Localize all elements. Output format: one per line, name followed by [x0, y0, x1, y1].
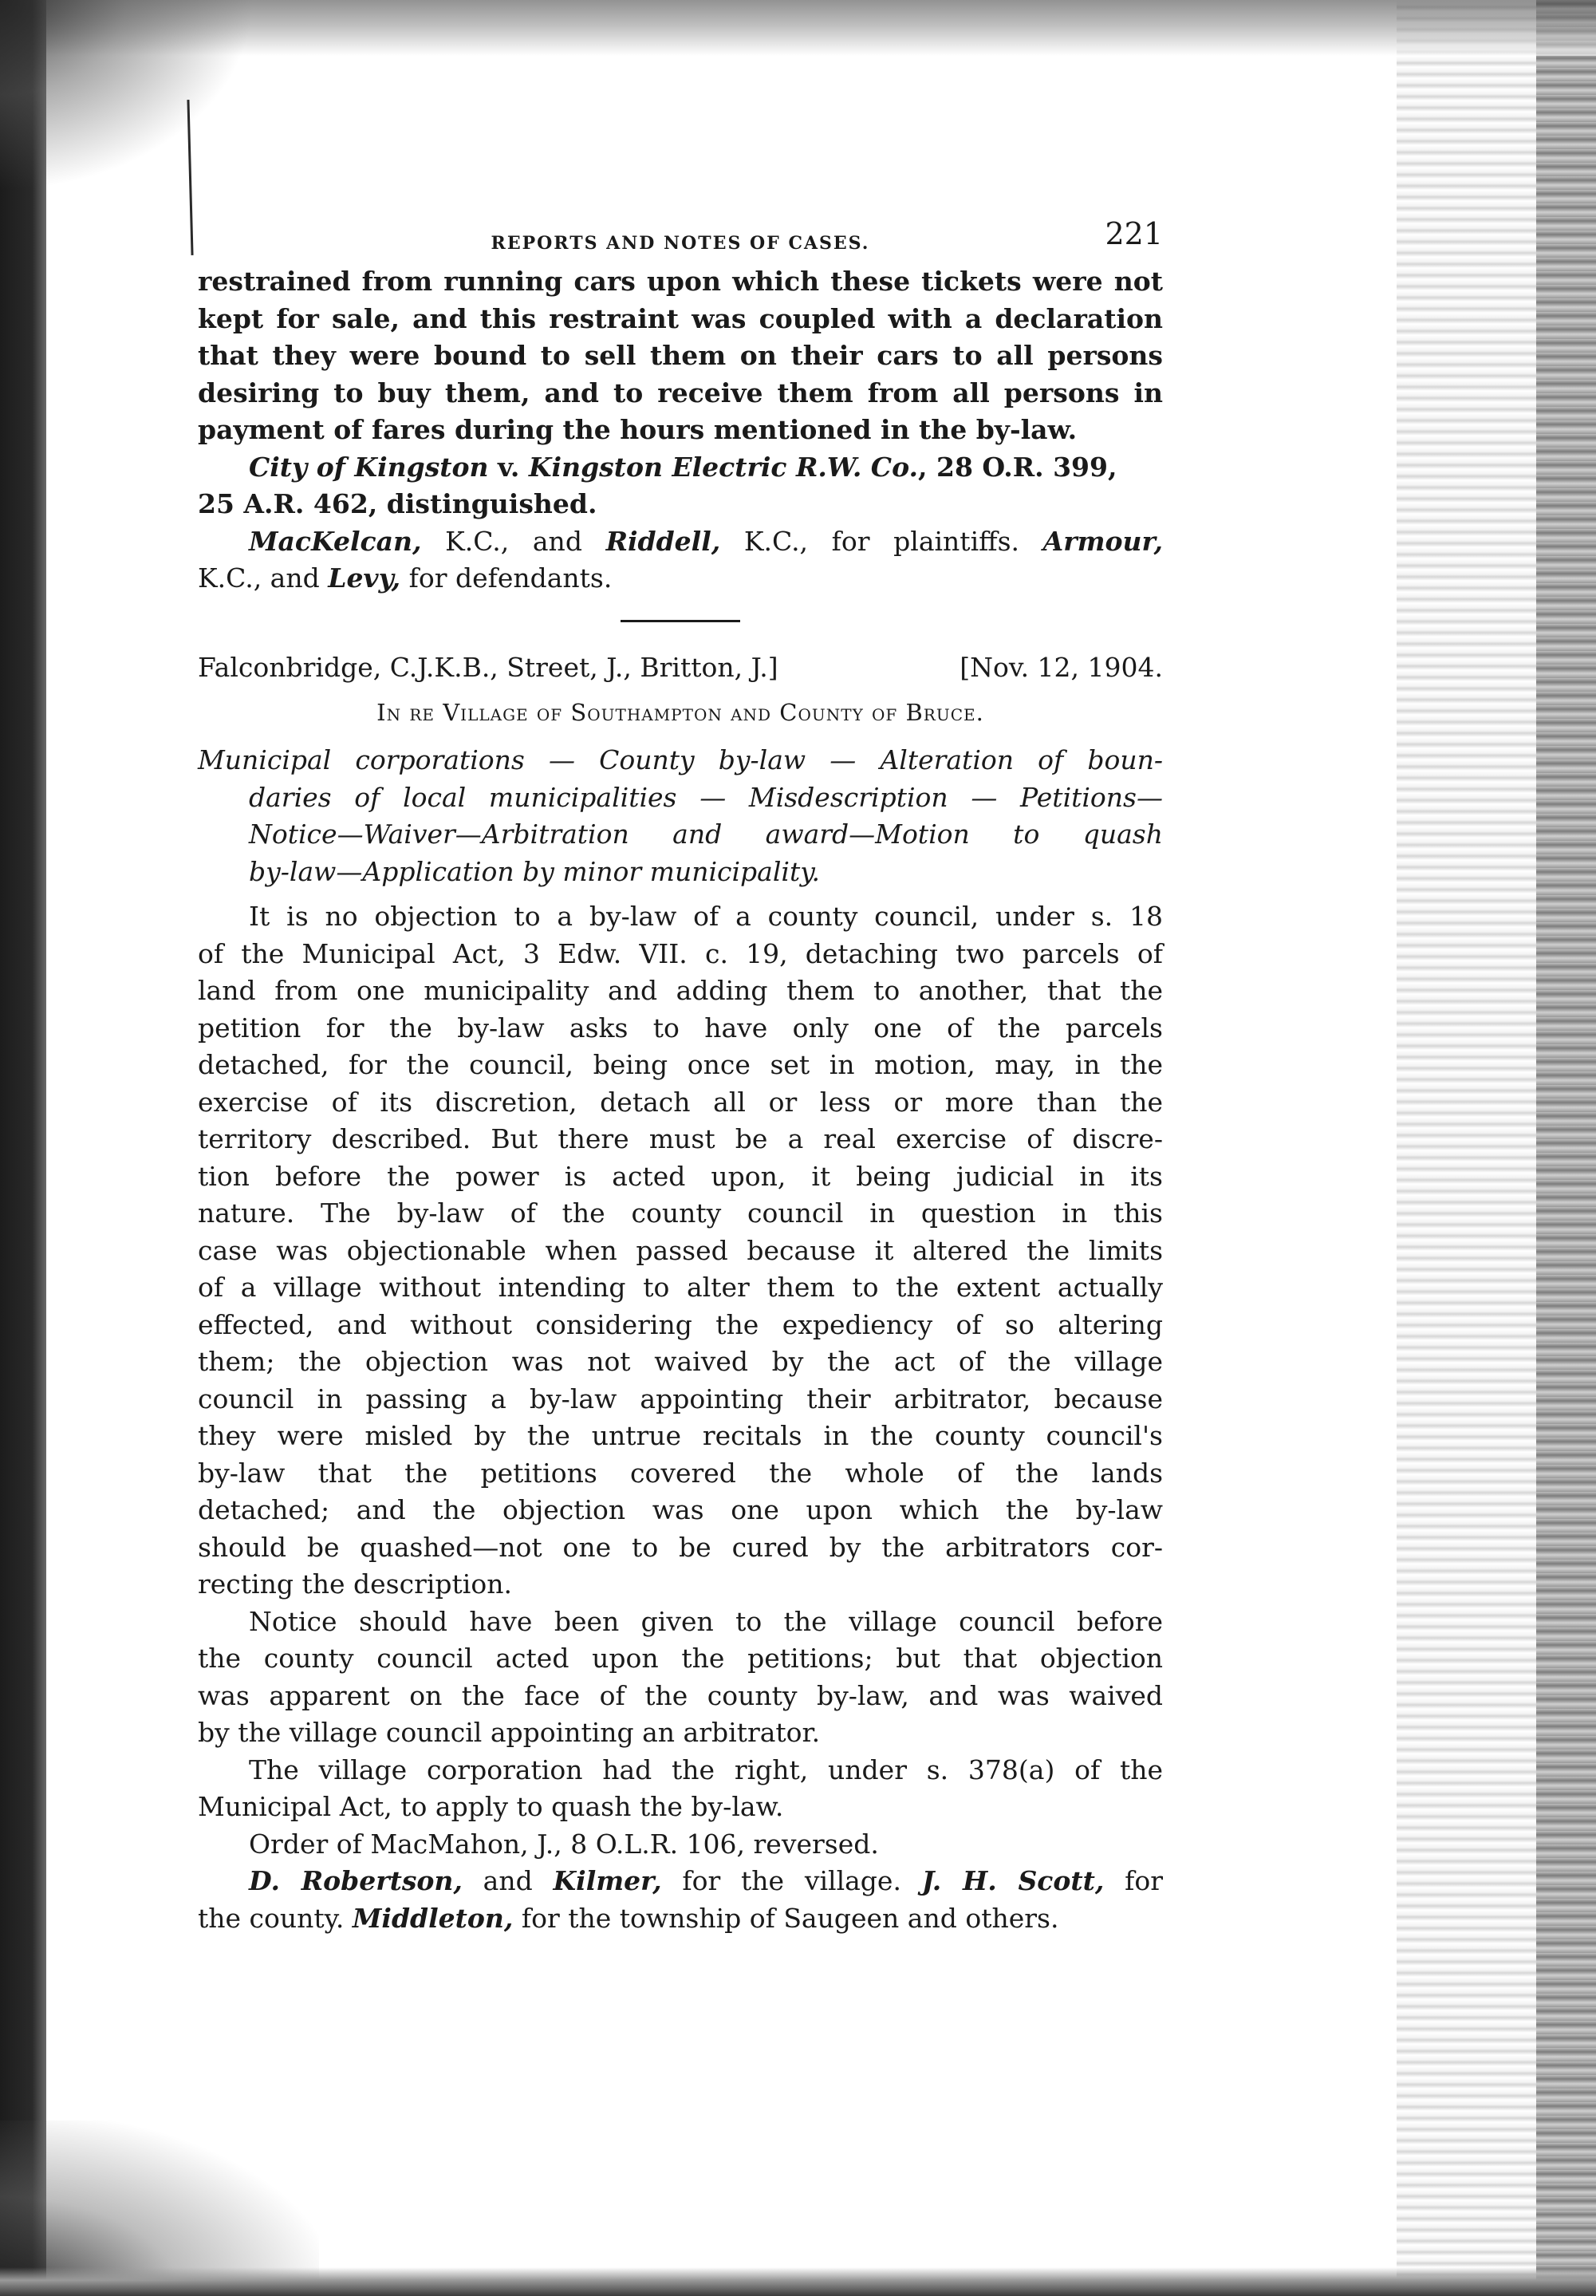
running-head — [198, 215, 1163, 263]
headnote-catchwords — [198, 742, 1163, 890]
text-line: the county council acted upon the petitions; but that objection — [198, 1643, 1163, 1674]
counsel-text: and — [462, 1865, 554, 1896]
text-line: land from one municipality and adding them to another, that the — [198, 975, 1163, 1006]
judges: Falconbridge, C.J.K.B., Street, J., Britton, J.] — [198, 651, 778, 683]
text-line: by-law—Application by minor municipality. — [249, 855, 820, 887]
headnote-paragraph-1 — [198, 898, 1163, 1604]
text-line: Municipal Act, to apply to quash the by-law. — [198, 1791, 784, 1822]
counsel-name: Middleton, — [352, 1902, 514, 1934]
text-line: was apparent on the face of the county by-law, and was waived — [198, 1679, 1163, 1711]
text-line: Notice should have been given to the village council before — [249, 1605, 1163, 1637]
text-line: nature. The by-law of the county council in question in this — [198, 1197, 1163, 1229]
counsel-line — [198, 1863, 1163, 1900]
section-divider — [621, 620, 740, 622]
counsel-name: Riddell, — [605, 525, 721, 557]
counsel-text: for the village. — [661, 1865, 922, 1896]
case-party: Kingston Electric R.W. Co. — [528, 451, 918, 483]
text-line: effected, and without considering the expediency of so altering — [198, 1308, 1163, 1340]
text-line: council in passing a by-law appointing their arbitrator, because — [198, 1383, 1163, 1414]
citation-line — [198, 449, 1163, 487]
scan-left-shadow — [0, 0, 46, 2296]
counsel-text: the county. — [198, 1902, 353, 1934]
text-line: case was objectionable when passed because it altered the limits — [198, 1234, 1163, 1266]
scan-corner-top-left — [0, 0, 255, 191]
counsel-line — [198, 560, 1163, 598]
order-text: Order of MacMahon, J., 8 O.L.R. 106, reversed. — [249, 1828, 879, 1860]
text-line: should be quashed—not one to be cured by the arbitrators cor- — [198, 1531, 1163, 1563]
counsel-text: for defendants. — [400, 562, 613, 594]
scan-binding-strip — [1536, 0, 1596, 2296]
headnote-paragraph-2 — [198, 1604, 1163, 1752]
text-line: The village corporation had the right, under s. 378(a) of the — [249, 1754, 1163, 1785]
case-name: In re Village of Southampton and County of Bruce. — [376, 698, 984, 726]
text-line: detached, for the council, being once set in motion, may, in the — [198, 1049, 1163, 1080]
text-line: payment of fares during the hours mentioned in the by-law. — [198, 414, 1078, 445]
running-title: REPORTS AND NOTES OF CASES. — [491, 233, 870, 254]
citation-line: 25 A.R. 462, distinguished. — [198, 488, 597, 519]
versus: v. — [498, 451, 520, 483]
text-line: daries of local municipalities — Misdescription — Petitions— — [249, 781, 1163, 813]
text-line: tion before the power is acted upon, it being judicial in its — [198, 1160, 1163, 1192]
order-line — [198, 1826, 1163, 1864]
book-page — [198, 215, 1163, 1937]
text-line: by the village council appointing an arbitrator. — [198, 1717, 821, 1748]
case-party: City of Kingston — [249, 451, 489, 483]
counsel-line — [198, 1900, 1163, 1938]
case-header — [198, 649, 1163, 688]
text-line: exercise of its discretion, detach all or less or more than the — [198, 1086, 1163, 1118]
text-line: of the Municipal Act, 3 Edw. VII. c. 19, detaching two parcels of — [198, 937, 1163, 969]
text-line: petition for the by-law asks to have only one of the parcels — [198, 1012, 1163, 1043]
counsel-text: K.C., and — [198, 562, 329, 594]
text-line: territory described. But there must be a real exercise of discre- — [198, 1123, 1163, 1154]
text-line: restrained from running cars upon which these tickets were not — [198, 266, 1163, 297]
text-line: that they were bound to sell them on their cars to all persons — [198, 340, 1163, 371]
counsel-text: for — [1104, 1865, 1163, 1896]
counsel-name: D. Robertson, — [249, 1865, 463, 1896]
text-line: them; the objection was not waived by the act of the village — [198, 1346, 1163, 1377]
counsel-name: Levy, — [328, 562, 401, 594]
headnote-paragraph-3 — [198, 1752, 1163, 1826]
counsel-line — [198, 523, 1163, 561]
counsel-text: K.C., and — [421, 525, 606, 557]
previous-case-counsel — [198, 523, 1163, 598]
counsel-text: for the township of Saugeen and others. — [513, 1902, 1059, 1934]
text-line: detached; and the objection was one upon which the by-law — [198, 1494, 1163, 1525]
judgment-date: [Nov. 12, 1904. — [960, 651, 1163, 683]
previous-case-text — [198, 263, 1163, 523]
counsel-text: K.C., for plaintiffs. — [720, 525, 1043, 557]
counsel-name: Armour, — [1042, 525, 1163, 557]
counsel-name: MacKelcan, — [249, 525, 422, 557]
text-line: desiring to buy them, and to receive them from all persons in — [198, 377, 1163, 408]
counsel-name: Kilmer, — [553, 1865, 662, 1896]
case-counsel — [198, 1863, 1163, 1937]
text-line: recting the description. — [198, 1568, 512, 1600]
text-line: of a village without intending to alter them to the extent actually — [198, 1272, 1163, 1303]
text-line: Municipal corporations — County by-law — Alteration of boun- — [198, 744, 1163, 775]
counsel-name: J. H. Scott, — [921, 1865, 1105, 1896]
text-line: Notice—Waiver—Arbitration and award—Motion to quash — [249, 819, 1163, 850]
text-line: they were misled by the untrue recitals in the county council's — [198, 1420, 1163, 1451]
text-line: by-law that the petitions covered the whole of the lands — [198, 1457, 1163, 1489]
page-number: 221 — [1105, 216, 1163, 251]
text-line: It is no objection to a by-law of a county council, under s. 18 — [249, 901, 1163, 932]
scan-bottom-shadow — [0, 2267, 1596, 2296]
text-line: kept for sale, and this restraint was coupled with a declaration — [198, 302, 1163, 334]
citation-reference: , 28 O.R. 399, — [918, 451, 1117, 483]
